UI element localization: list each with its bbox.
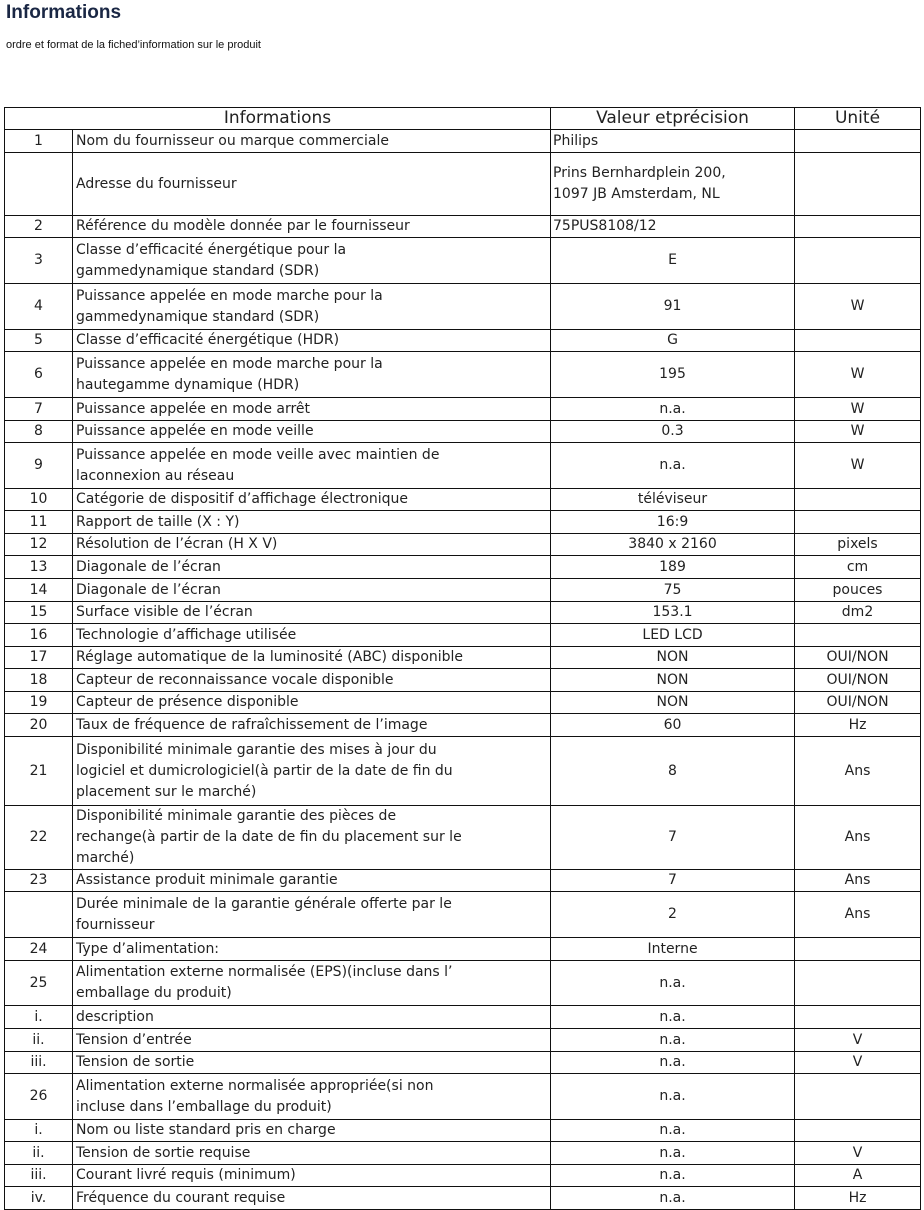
row-label: Nom du fournisseur ou marque commerciale	[73, 130, 551, 153]
table-row	[5, 669, 921, 692]
table-row	[5, 556, 921, 579]
row-unit: Ans	[795, 870, 921, 892]
row-label: Adresse du fournisseur	[73, 153, 551, 216]
row-unit: dm2	[795, 602, 921, 624]
row-value: n.a.	[551, 1142, 795, 1165]
row-value: LED LCD	[551, 624, 795, 647]
table-row	[5, 602, 921, 624]
row-label: Technologie d’affichage utilisée	[73, 624, 551, 647]
row-number: 26	[5, 1074, 73, 1120]
header-unite: Unité	[795, 108, 921, 130]
table-row	[5, 692, 921, 714]
row-value: 153.1	[551, 602, 795, 624]
row-label: description	[73, 1006, 551, 1029]
row-value: n.a.	[551, 1029, 795, 1052]
row-label: Classe d’efficacité énergétique pour la gammedynamique standard (SDR)	[73, 238, 551, 284]
row-number: 20	[5, 714, 73, 737]
row-unit	[795, 1006, 921, 1029]
row-number: 7	[5, 398, 73, 421]
row-value: G	[551, 330, 795, 352]
row-value: NON	[551, 692, 795, 714]
row-value: Prins Bernhardplein 200, 1097 JB Amsterdam, NL	[551, 153, 795, 216]
row-unit	[795, 330, 921, 352]
row-unit	[795, 238, 921, 284]
row-value: 2	[551, 892, 795, 938]
row-unit: W	[795, 421, 921, 443]
row-unit: pixels	[795, 534, 921, 556]
table-row	[5, 737, 921, 806]
row-number: 11	[5, 511, 73, 534]
row-number: 9	[5, 443, 73, 489]
row-number: ii.	[5, 1142, 73, 1165]
row-label: Assistance produit minimale garantie	[73, 870, 551, 892]
row-unit: A	[795, 1165, 921, 1187]
row-unit: W	[795, 443, 921, 489]
table-row	[5, 579, 921, 602]
table-row	[5, 1142, 921, 1165]
row-number: 2	[5, 216, 73, 238]
table-row	[5, 398, 921, 421]
row-number: 24	[5, 938, 73, 961]
row-value: n.a.	[551, 961, 795, 1006]
row-value: 7	[551, 806, 795, 870]
row-label: Durée minimale de la garantie générale offerte par le fournisseur	[73, 892, 551, 938]
row-label: Puissance appelée en mode marche pour la gammedynamique standard (SDR)	[73, 284, 551, 330]
row-number	[5, 892, 73, 938]
row-number: i.	[5, 1120, 73, 1142]
table-row	[5, 1029, 921, 1052]
row-value: 75	[551, 579, 795, 602]
table-row	[5, 511, 921, 534]
table-row	[5, 1187, 921, 1210]
row-unit	[795, 1074, 921, 1120]
row-label: Courant livré requis (minimum)	[73, 1165, 551, 1187]
table-row	[5, 489, 921, 511]
row-label: Capteur de reconnaissance vocale disponible	[73, 669, 551, 692]
row-label: Capteur de présence disponible	[73, 692, 551, 714]
table-row	[5, 1006, 921, 1029]
row-number: i.	[5, 1006, 73, 1029]
table-row	[5, 1052, 921, 1074]
table-row	[5, 624, 921, 647]
row-value: Philips	[551, 130, 795, 153]
page-title: Informations	[6, 2, 122, 23]
row-label: Catégorie de dispositif d’affichage électronique	[73, 489, 551, 511]
table-row	[5, 714, 921, 737]
row-value: 60	[551, 714, 795, 737]
row-unit: OUI/NON	[795, 669, 921, 692]
row-unit	[795, 1120, 921, 1142]
row-unit: OUI/NON	[795, 647, 921, 669]
row-unit	[795, 511, 921, 534]
row-label: Diagonale de l’écran	[73, 556, 551, 579]
row-number: 21	[5, 737, 73, 806]
table-row	[5, 238, 921, 284]
row-value: n.a.	[551, 1052, 795, 1074]
row-label: Tension de sortie	[73, 1052, 551, 1074]
table-row	[5, 961, 921, 1006]
product-information-table	[4, 107, 921, 1210]
row-value: 75PUS8108/12	[551, 216, 795, 238]
table-row	[5, 1074, 921, 1120]
table-row	[5, 892, 921, 938]
row-number: 13	[5, 556, 73, 579]
row-number: 17	[5, 647, 73, 669]
table-row	[5, 938, 921, 961]
row-number: 15	[5, 602, 73, 624]
row-value: n.a.	[551, 1120, 795, 1142]
row-label: Puissance appelée en mode marche pour la hautegamme dynamique (HDR)	[73, 352, 551, 398]
row-number: 18	[5, 669, 73, 692]
row-number: 19	[5, 692, 73, 714]
row-label: Alimentation externe normalisée (EPS)(incluse dans l’ emballage du produit)	[73, 961, 551, 1006]
table-row	[5, 330, 921, 352]
row-unit: cm	[795, 556, 921, 579]
row-number: 3	[5, 238, 73, 284]
row-value: n.a.	[551, 398, 795, 421]
table-row	[5, 216, 921, 238]
row-value: Interne	[551, 938, 795, 961]
row-label: Tension d’entrée	[73, 1029, 551, 1052]
row-unit	[795, 624, 921, 647]
row-value: 8	[551, 737, 795, 806]
table-row	[5, 284, 921, 330]
table-row	[5, 153, 921, 216]
row-unit: Hz	[795, 714, 921, 737]
row-value: 7	[551, 870, 795, 892]
row-number: 23	[5, 870, 73, 892]
row-number: 6	[5, 352, 73, 398]
row-label: Puissance appelée en mode arrêt	[73, 398, 551, 421]
table-body	[5, 130, 921, 1210]
row-number: iv.	[5, 1187, 73, 1210]
table-row	[5, 534, 921, 556]
row-label: Classe d’efficacité énergétique (HDR)	[73, 330, 551, 352]
row-unit: Ans	[795, 737, 921, 806]
row-value: n.a.	[551, 1074, 795, 1120]
row-label: Nom ou liste standard pris en charge	[73, 1120, 551, 1142]
row-label: Diagonale de l’écran	[73, 579, 551, 602]
table-row	[5, 1165, 921, 1187]
header-informations: Informations	[5, 108, 551, 130]
row-value: 3840 x 2160	[551, 534, 795, 556]
row-number: 5	[5, 330, 73, 352]
table-row	[5, 443, 921, 489]
table-row	[5, 806, 921, 870]
row-label: Rapport de taille (X : Y)	[73, 511, 551, 534]
row-value: 0.3	[551, 421, 795, 443]
row-unit: Ans	[795, 892, 921, 938]
row-number: iii.	[5, 1052, 73, 1074]
row-label: Surface visible de l’écran	[73, 602, 551, 624]
row-unit	[795, 938, 921, 961]
row-label: Référence du modèle donnée par le fournisseur	[73, 216, 551, 238]
table-row	[5, 130, 921, 153]
row-value: n.a.	[551, 443, 795, 489]
row-value: téléviseur	[551, 489, 795, 511]
row-unit: W	[795, 284, 921, 330]
row-unit	[795, 153, 921, 216]
table-row	[5, 352, 921, 398]
row-number	[5, 153, 73, 216]
table-row	[5, 870, 921, 892]
row-number: 4	[5, 284, 73, 330]
row-unit	[795, 961, 921, 1006]
row-unit: OUI/NON	[795, 692, 921, 714]
row-unit: W	[795, 398, 921, 421]
row-unit	[795, 216, 921, 238]
row-number: iii.	[5, 1165, 73, 1187]
row-number: ii.	[5, 1029, 73, 1052]
page-subtitle: ordre et format de la fiched’information sur le produit	[6, 39, 261, 51]
row-value: n.a.	[551, 1165, 795, 1187]
row-unit: Hz	[795, 1187, 921, 1210]
row-label: Alimentation externe normalisée appropriée(si non incluse dans l’emballage du produit)	[73, 1074, 551, 1120]
row-value: 189	[551, 556, 795, 579]
row-number: 12	[5, 534, 73, 556]
row-unit: W	[795, 352, 921, 398]
row-value: 195	[551, 352, 795, 398]
row-unit: V	[795, 1029, 921, 1052]
row-unit	[795, 489, 921, 511]
table-row	[5, 421, 921, 443]
row-value: n.a.	[551, 1187, 795, 1210]
row-label: Fréquence du courant requise	[73, 1187, 551, 1210]
table-row	[5, 1120, 921, 1142]
row-number: 14	[5, 579, 73, 602]
row-label: Disponibilité minimale garantie des pièces de rechange(à partir de la date de fin du placement sur le marché)	[73, 806, 551, 870]
row-label: Type d’alimentation:	[73, 938, 551, 961]
row-unit	[795, 130, 921, 153]
row-label: Disponibilité minimale garantie des mises à jour du logiciel et dumicrologiciel(à partir de la date de fin du placement sur le marché)	[73, 737, 551, 806]
row-label: Taux de fréquence de rafraîchissement de l’image	[73, 714, 551, 737]
table-row	[5, 647, 921, 669]
row-label: Réglage automatique de la luminosité (ABC) disponible	[73, 647, 551, 669]
row-number: 22	[5, 806, 73, 870]
row-label: Résolution de l’écran (H X V)	[73, 534, 551, 556]
row-value: NON	[551, 647, 795, 669]
row-value: NON	[551, 669, 795, 692]
row-value: n.a.	[551, 1006, 795, 1029]
header-valeur: Valeur etprécision	[551, 108, 795, 130]
row-label: Puissance appelée en mode veille	[73, 421, 551, 443]
row-unit: pouces	[795, 579, 921, 602]
row-number: 1	[5, 130, 73, 153]
table-header-row	[5, 108, 921, 130]
row-value: 91	[551, 284, 795, 330]
row-number: 8	[5, 421, 73, 443]
row-label: Tension de sortie requise	[73, 1142, 551, 1165]
row-unit: V	[795, 1052, 921, 1074]
row-label: Puissance appelée en mode veille avec maintien de laconnexion au réseau	[73, 443, 551, 489]
row-unit: V	[795, 1142, 921, 1165]
row-number: 10	[5, 489, 73, 511]
row-unit: Ans	[795, 806, 921, 870]
row-value: 16:9	[551, 511, 795, 534]
row-number: 25	[5, 961, 73, 1006]
row-number: 16	[5, 624, 73, 647]
row-value: E	[551, 238, 795, 284]
